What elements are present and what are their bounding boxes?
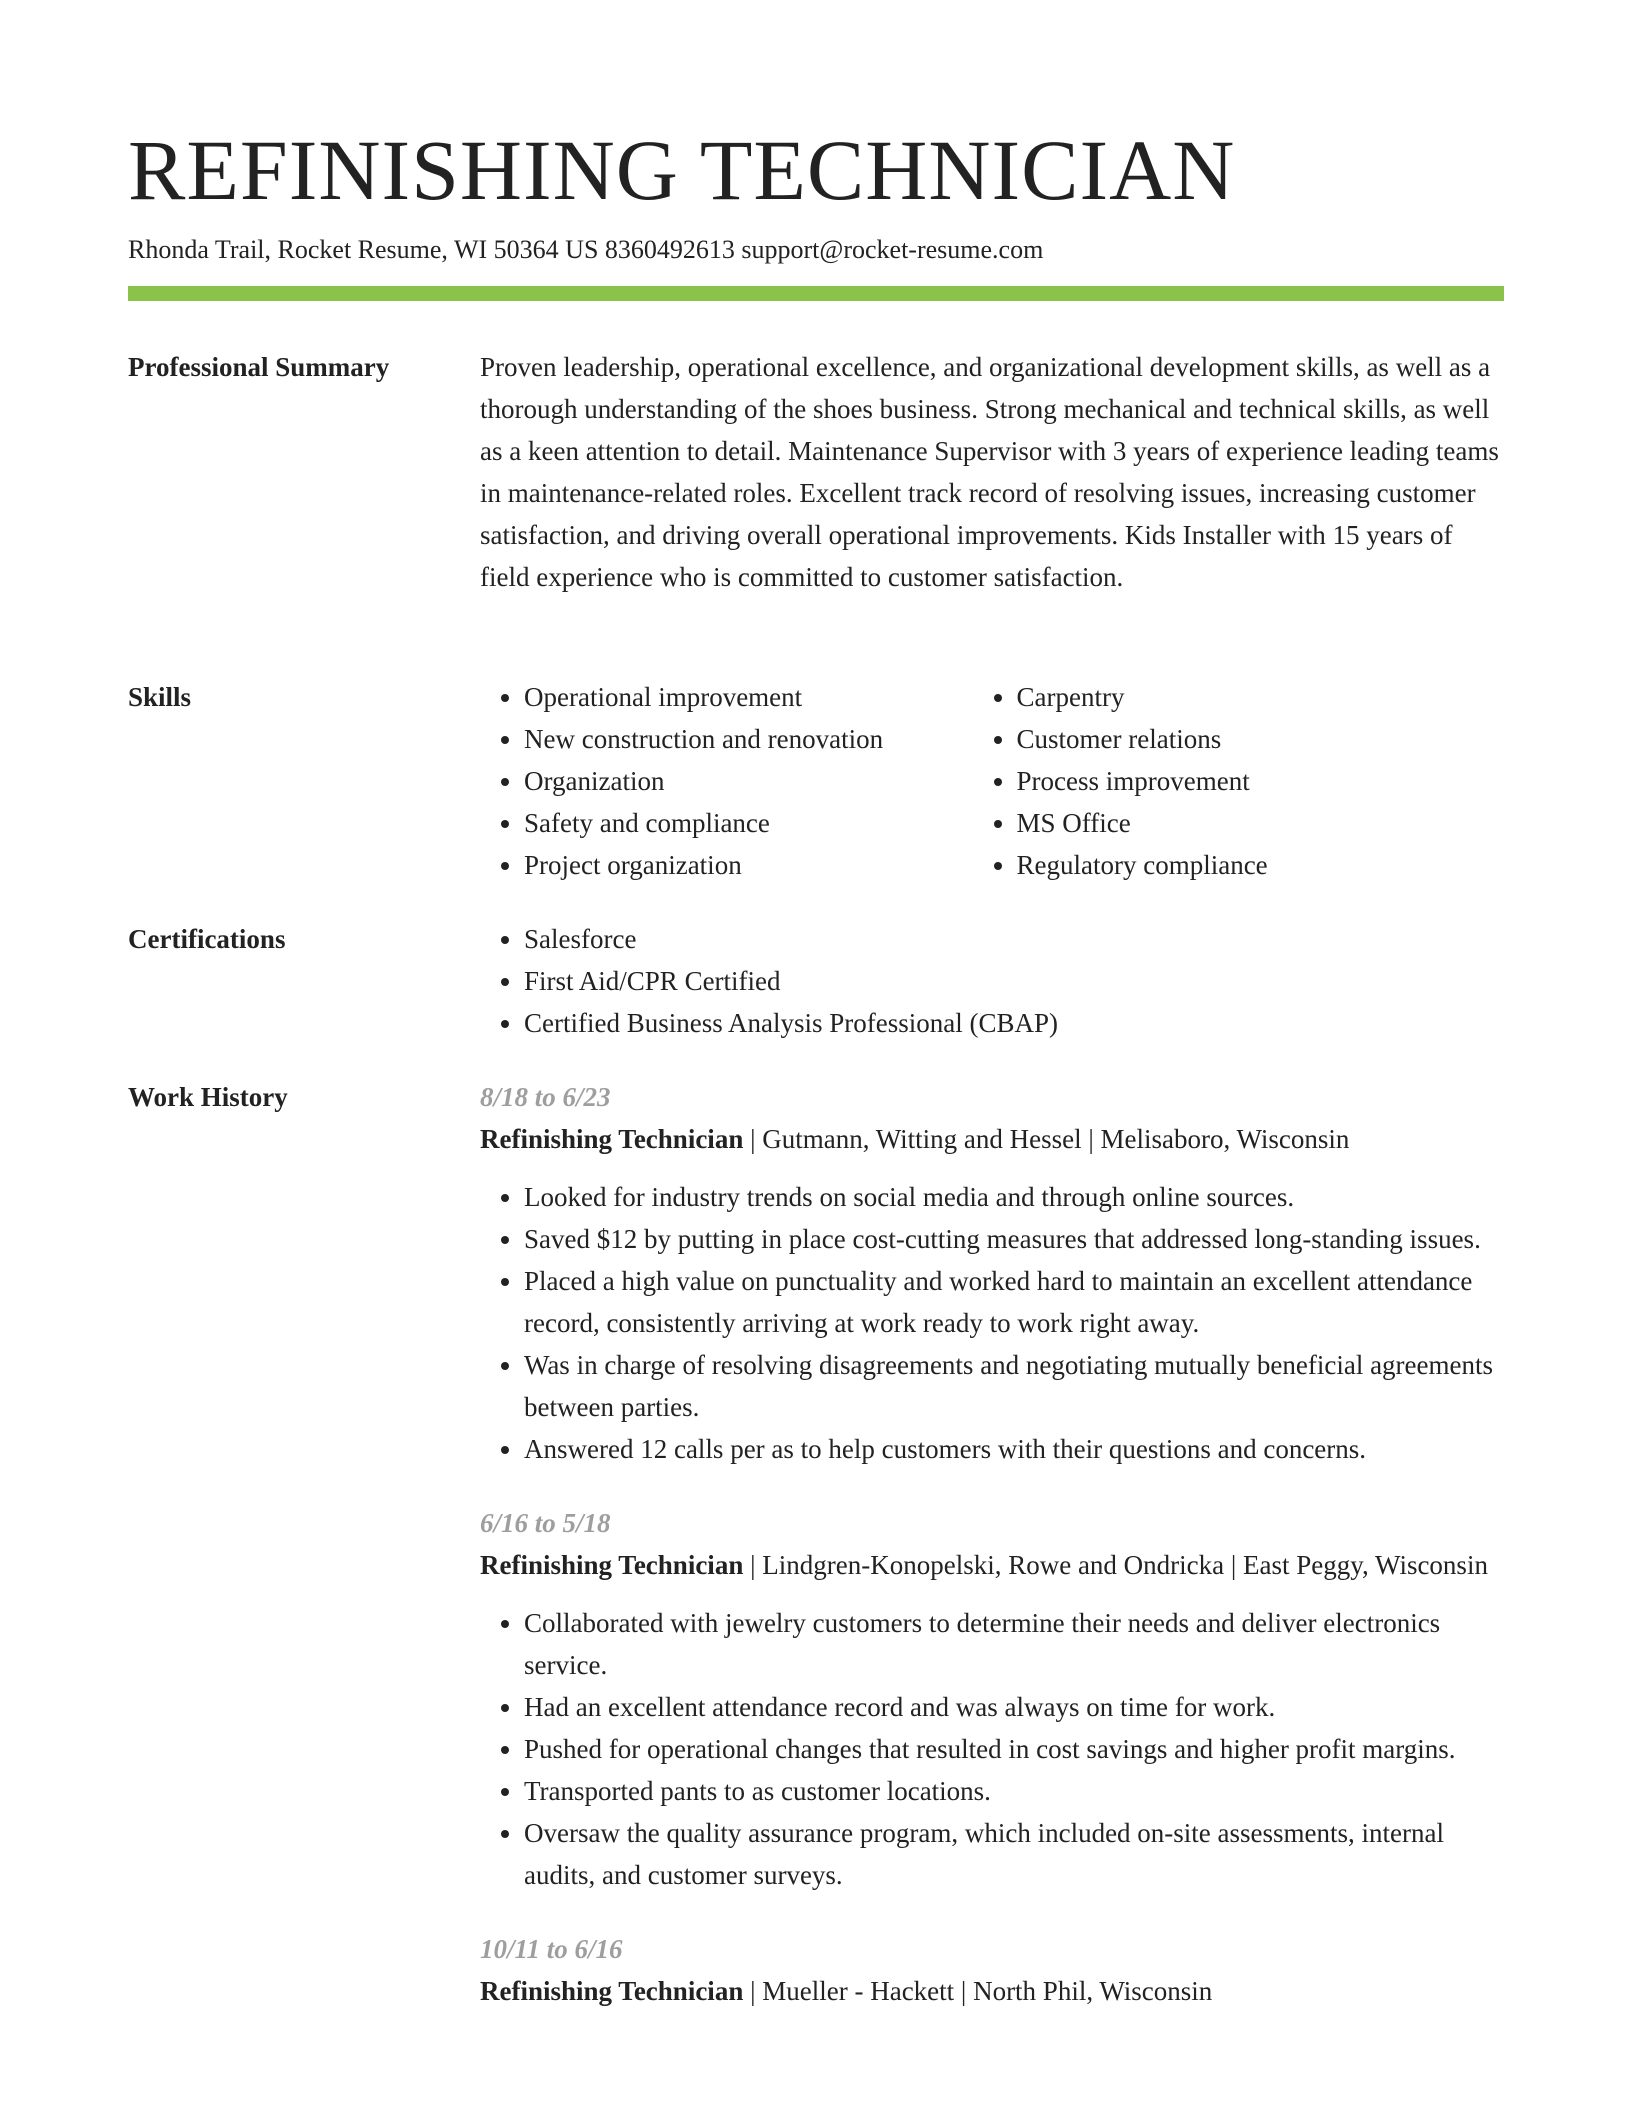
certification-item: • Certified Business Analysis Professional (CBAP) <box>524 1002 1504 1044</box>
job-heading <box>480 1544 1504 1586</box>
job-bullet: • Looked for industry trends on social media and through online sources. <box>524 1176 1504 1218</box>
skill-item: • Safety and compliance <box>524 802 973 844</box>
section-title-summary: Professional Summary <box>128 352 390 382</box>
resume-title: REFINISHING TECHNICIAN <box>128 122 1236 218</box>
skill-item: • Organization <box>524 760 973 802</box>
skill-item: • Regulatory compliance <box>1017 844 1505 886</box>
job-details: | Gutmann, Witting and Hessel | Melisaboro, Wisconsin <box>743 1124 1350 1154</box>
job-bullet: • Placed a high value on punctuality and worked hard to maintain an excellent attendance record, consistently arriving at work ready to work right away. <box>524 1260 1504 1344</box>
job-dates: 6/16 to 5/18 <box>480 1508 611 1538</box>
job-bullet: • Saved $12 by putting in place cost-cutting measures that addressed long-standing issues. <box>524 1218 1504 1260</box>
skill-item: • New construction and renovation <box>524 718 973 760</box>
skill-item: • Carpentry <box>1017 676 1505 718</box>
job-heading <box>480 1118 1504 1160</box>
skill-item: • Operational improvement <box>524 676 973 718</box>
job-heading <box>480 1970 1504 2012</box>
job-title: Refinishing Technician <box>480 1550 744 1580</box>
accent-divider <box>128 286 1504 301</box>
job-bullet: • Had an excellent attendance record and was always on time for work. <box>524 1686 1504 1728</box>
certification-item: • First Aid/CPR Certified <box>524 960 1504 1002</box>
skill-item: • Customer relations <box>1017 718 1505 760</box>
job-bullet: • Answered 12 calls per as to help customers with their questions and concerns. <box>524 1428 1504 1470</box>
job-bullet: • Transported pants to as customer locations. <box>524 1770 1504 1812</box>
skill-item: • Process improvement <box>1017 760 1505 802</box>
section-title-work-history: Work History <box>128 1082 288 1112</box>
section-title-certifications: Certifications <box>128 924 286 954</box>
job-bullets <box>480 1176 1504 1470</box>
skills-list-left <box>480 676 973 886</box>
job-bullet: • Pushed for operational changes that resulted in cost savings and higher profit margins. <box>524 1728 1504 1770</box>
skill-item: • Project organization <box>524 844 973 886</box>
job-bullet: • Collaborated with jewelry customers to determine their needs and deliver electronics service. <box>524 1602 1504 1686</box>
skill-item: • MS Office <box>1017 802 1505 844</box>
job-entry <box>480 1076 1504 1470</box>
job-title: Refinishing Technician <box>480 1124 744 1154</box>
job-title: Refinishing Technician <box>480 1976 744 2006</box>
job-entry <box>480 1502 1504 1896</box>
certification-item: • Salesforce <box>524 918 1504 960</box>
contact-line: Rhonda Trail, Rocket Resume, WI 50364 US 8360492613 support@rocket-resume.com <box>128 235 1044 264</box>
summary-text: Proven leadership, operational excellence, and organizational development skills, as well as a thorough understanding of the shoes business. Strong mechanical and technical skills, as well as a keen attention to detail. Maintenance Supervisor with 3 years of experience leading teams in maintenance-related roles. Excellent track record of resolving issues, increasing customer satisfaction, and driving overall operational improvements. Kids Installer with 15 years of field experience who is committed to customer satisfaction. <box>480 352 1499 592</box>
job-bullet: • Oversaw the quality assurance program, which included on-site assessments, internal audits, and customer surveys. <box>524 1812 1504 1896</box>
job-dates: 8/18 to 6/23 <box>480 1082 611 1112</box>
certifications-list <box>480 918 1504 1044</box>
job-dates: 10/11 to 6/16 <box>480 1934 623 1964</box>
job-entry <box>480 1928 1504 2012</box>
job-bullet: • Was in charge of resolving disagreements and negotiating mutually beneficial agreements between parties. <box>524 1344 1504 1428</box>
job-details: | Mueller - Hackett | North Phil, Wisconsin <box>743 1976 1213 2006</box>
job-bullets <box>480 1602 1504 1896</box>
job-details: | Lindgren-Konopelski, Rowe and Ondricka | East Peggy, Wisconsin <box>743 1550 1488 1580</box>
skills-list-right <box>973 676 1505 886</box>
section-title-skills: Skills <box>128 682 192 712</box>
